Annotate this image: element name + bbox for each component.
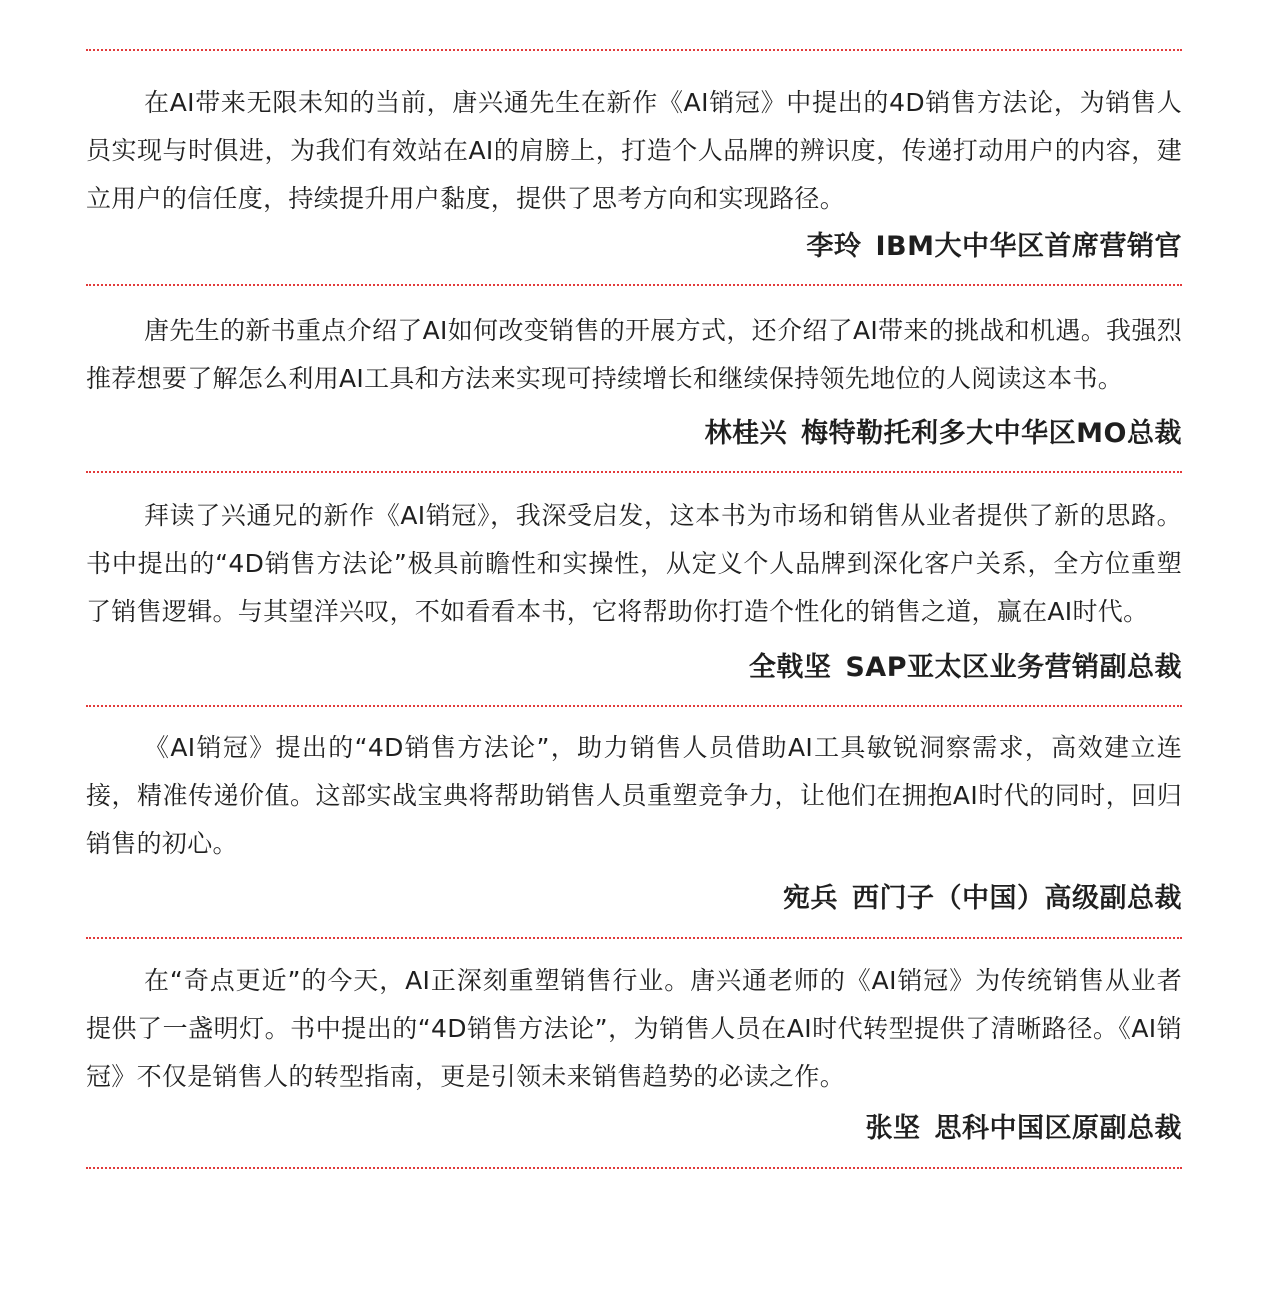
- divider: [86, 284, 1182, 286]
- endorsement-text: 《AI销冠》提出的“4D销售方法论”，助力销售人员借助AI工具敏锐洞察需求，高效建立连接，精准传递价值。这部实战宝典将帮助销售人员重塑竞争力，让他们在拥抱AI时代的同时，回归销售的初心。: [86, 733, 1182, 858]
- endorsement-signature: [86, 648, 1182, 688]
- endorser-title: 思科中国区原副总裁: [934, 1113, 1182, 1144]
- endorsement-signature: [86, 1109, 1182, 1149]
- endorser-name: 李玲: [806, 231, 862, 262]
- endorser-name: 张坚: [865, 1113, 921, 1144]
- endorsements-page: [86, 0, 1182, 1169]
- divider: [86, 1167, 1182, 1169]
- divider: [86, 937, 1182, 939]
- endorser-title: 梅特勒托利多大中华区MO总裁: [801, 418, 1182, 449]
- divider: [86, 471, 1182, 473]
- divider: [86, 705, 1182, 707]
- endorser-title: SAP亚太区业务营销副总裁: [845, 652, 1182, 683]
- endorsement-text: 在AI带来无限未知的当前，唐兴通先生在新作《AI销冠》中提出的4D销售方法论，为销售人员实现与时俱进，为我们有效站在AI的肩膀上，打造个人品牌的辨识度，传递打动用户的内容，建立用户的信任度，持续提升用户黏度，提供了思考方向和实现路径。: [86, 88, 1182, 213]
- endorser-name: 林桂兴: [704, 418, 788, 449]
- endorsement-signature: [86, 414, 1182, 454]
- endorser-name: 宛兵: [783, 883, 838, 914]
- endorser-title: 西门子（中国）高级副总裁: [852, 883, 1182, 914]
- endorser-title: IBM大中华区首席营销官: [875, 231, 1182, 262]
- endorsement-text: 唐先生的新书重点介绍了AI如何改变销售的开展方式，还介绍了AI带来的挑战和机遇。我强烈推荐想要了解怎么利用AI工具和方法来实现可持续增长和继续保持领先地位的人阅读这本书。: [86, 316, 1182, 393]
- endorsement-text: 在“奇点更近”的今天，AI正深刻重塑销售行业。唐兴通老师的《AI销冠》为传统销售从业者提供了一盏明灯。书中提出的“4D销售方法论”，为销售人员在AI时代转型提供了清晰路径。《AI销冠》不仅是销售人的转型指南，更是引领未来销售趋势的必读之作。: [86, 966, 1182, 1091]
- endorsement-signature: [86, 227, 1182, 267]
- endorsement-signature: [86, 879, 1182, 919]
- endorsement-text: 拜读了兴通兄的新作《AI销冠》，我深受启发，这本书为市场和销售从业者提供了新的思路。书中提出的“4D销售方法论”极具前瞻性和实操性，从定义个人品牌到深化客户关系，全方位重塑了销售逻辑。与其望洋兴叹，不如看看本书，它将帮助你打造个性化的销售之道，赢在AI时代。: [86, 501, 1182, 626]
- endorser-name: 全戟坚: [748, 652, 832, 683]
- divider: [86, 49, 1182, 51]
